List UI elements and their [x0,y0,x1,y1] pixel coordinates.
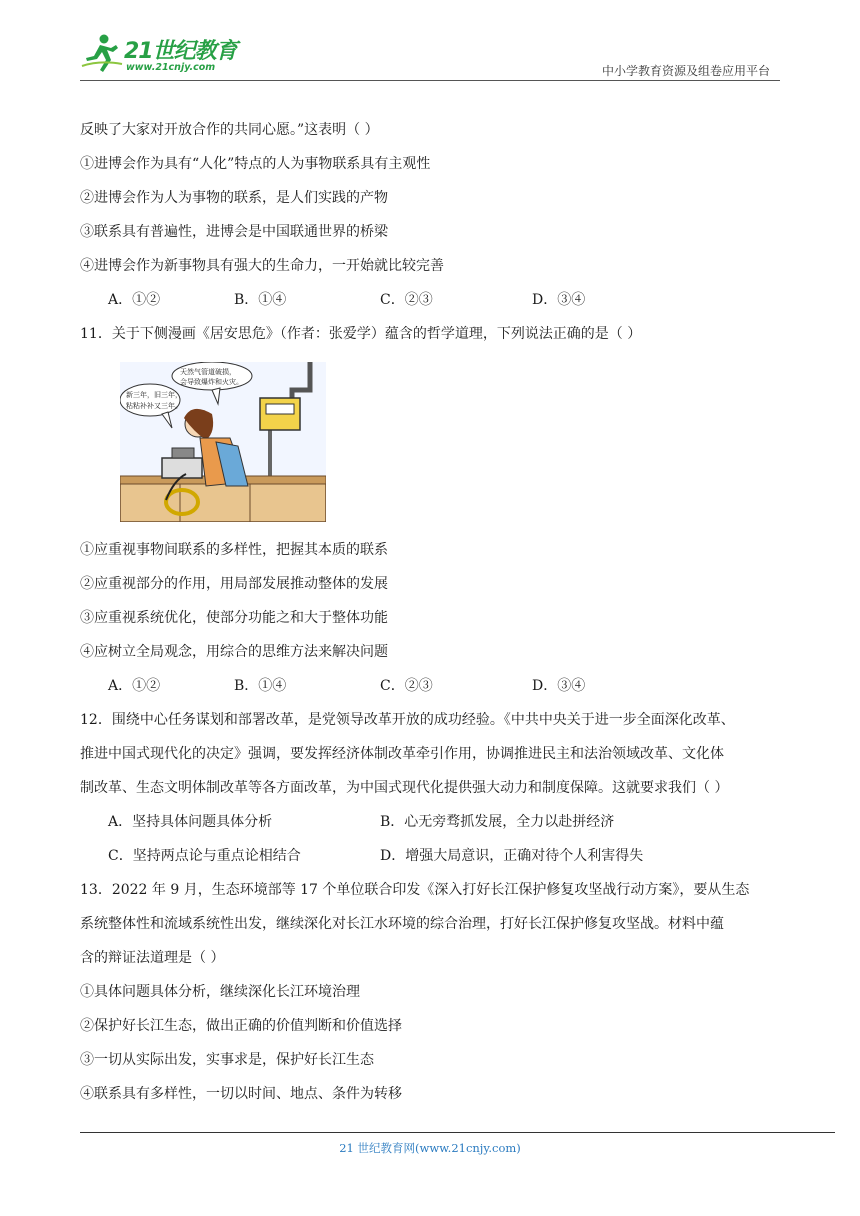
logo-url-text: www.21cnjy.com [126,62,216,73]
q11-option-c[interactable]: C．②③ [380,678,433,694]
q11-item-3: ③应重视系统优化，使部分功能之和大于整体功能 [80,610,388,626]
q11-item-4: ④应树立全局观念，用综合的思维方法来解决问题 [80,644,388,660]
q10-item-2: ②进博会作为人为事物的联系，是人们实践的产物 [80,190,388,206]
q12-option-a[interactable]: A．坚持具体问题具体分析 [108,814,273,830]
site-logo[interactable] [80,32,255,78]
q10-option-d[interactable]: D．③④ [532,292,586,308]
q12-option-d[interactable]: D．增强大局意识，正确对待个人利害得失 [380,848,644,864]
comic-bubble-left-line-1: 新三年，旧三年， [126,391,182,399]
q10-option-a[interactable]: A．①② [108,292,161,308]
q10-stem-tail: 反映了大家对开放合作的共同心愿。”这表明（ ） [80,122,379,138]
comic-drawing [120,362,326,522]
q11-stem: 11．关于下侧漫画《居安思危》（作者：张爱学）蕴含的哲学道理，下列说法正确的是（ ） [80,326,642,342]
page-header [0,0,860,90]
q10-option-c[interactable]: C．②③ [380,292,433,308]
q13-item-1: ①具体问题具体分析，继续深化长江环境治理 [80,984,360,1000]
q12-stem-line-3: 制改革、生态文明体制改革等各方面改革，为中国式现代化提供强大动力和制度保障。这就要求我们（ ） [80,780,729,796]
q13-item-2: ②保护好长江生态，做出正确的价值判断和价值选择 [80,1018,402,1034]
comic-bubble-right-line-1: 天然气管道破损， [180,368,236,376]
platform-tagline: 中小学教育资源及组卷应用平台 [601,64,770,78]
q12-option-b[interactable]: B．心无旁骛抓发展，全力以赴拼经济 [380,814,615,830]
q11-option-b[interactable]: B．①④ [234,678,287,694]
q12-stem-line-1: 12．围绕中心任务谋划和部署改革，是党领导改革开放的成功经验。《中共中央关于进一步全面深化改革、 [80,712,735,728]
q10-item-4: ④进博会作为新事物具有强大的生命力，一开始就比较完善 [80,258,444,274]
runner-logo-icon [80,32,124,78]
q11-option-d[interactable]: D．③④ [532,678,586,694]
q12-stem-line-2: 推进中国式现代化的决定》强调，要发挥经济体制改革牵引作用，协调推进民主和法治领域改革、文化体 [80,746,724,762]
q11-option-a[interactable]: A．①② [108,678,161,694]
q13-stem-line-3: 含的辩证法道理是（ ） [80,950,225,966]
q13-item-4: ④联系具有多样性，一切以时间、地点、条件为转移 [80,1086,402,1102]
q10-item-1: ①进博会作为具有“人化”特点的人为事物联系具有主观性 [80,156,431,172]
q13-stem-line-2: 系统整体性和流域系统性出发，继续深化对长江水环境的综合治理，打好长江保护修复攻坚战。材料中蕴 [80,916,724,932]
q12-option-c[interactable]: C．坚持两点论与重点论相结合 [108,848,301,864]
q13-stem-line-1: 13．2022 年 9 月，生态环境部等 17 个单位联合印发《深入打好长江保护修复攻坚战行动方案》，要从生态 [80,882,750,898]
comic-bubble-left-line-2: 粘粘补补又三年。 [126,402,182,410]
q10-item-3: ③联系具有普遍性，进博会是中国联通世界的桥梁 [80,224,388,240]
header-divider [80,80,780,81]
logo-brand-text: 21世纪教育 [124,39,237,64]
footer-link[interactable]: 21 世纪教育网(www.21cnjy.com) [339,1141,521,1155]
comic-bubble-right-line-2: 会导致爆炸和火灾。 [180,378,243,386]
q11-item-1: ①应重视事物间联系的多样性，把握其本质的联系 [80,542,388,558]
q10-option-b[interactable]: B．①④ [234,292,287,308]
footer-divider [80,1132,835,1133]
q13-item-3: ③一切从实际出发，实事求是，保护好长江生态 [80,1052,374,1068]
q11-item-2: ②应重视部分的作用，用局部发展推动整体的发展 [80,576,388,592]
comic-illustration [120,362,326,522]
